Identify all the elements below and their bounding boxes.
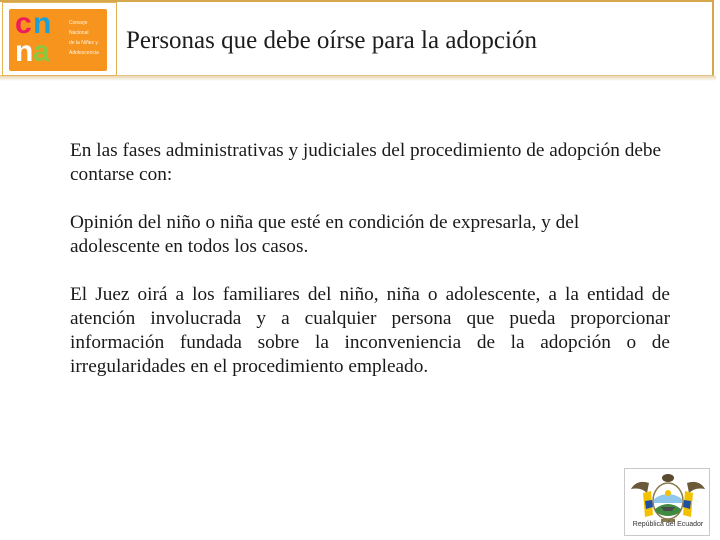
- logo-letter-n-top: n: [33, 9, 52, 40]
- cnna-logo-letters: [13, 9, 59, 71]
- cnna-logo-badge: [9, 9, 107, 71]
- paragraph-opinion: Opinión del niño o niña que esté en condición de expresarla, y del adolescente en todos los casos.: [70, 212, 580, 257]
- logo-text-line: de la Niñez y: [69, 40, 98, 46]
- ecuador-seal: [624, 468, 710, 536]
- paragraph-juez: El Juez oirá a los familiares del niño, niña o adolescente, a la entidad de atención involucrada y a cualquier persona que pueda proporcionar información fundada sobre la inconveniencia de la adopción o de irregularidades en el procedimiento empleado.: [70, 284, 670, 377]
- logo-text-line: Consejo: [69, 20, 88, 26]
- logo-letter-n-bottom: n: [15, 35, 34, 68]
- seal-caption: República del Ecuador: [632, 521, 704, 528]
- logo-text-line: Nacional: [69, 30, 89, 36]
- paragraph-fases: En las fases administrativas y judiciales del procedimiento de adopción debe contarse con:: [70, 140, 662, 185]
- header-shadow: [0, 76, 716, 81]
- page-title: Personas que debe oírse para la adopción: [126, 27, 537, 54]
- cnna-logo: [2, 2, 117, 76]
- slide-body: [70, 139, 670, 403]
- logo-letter-c: c: [15, 9, 32, 40]
- logo-letter-a: a: [33, 35, 50, 68]
- ecuador-coat-of-arms-icon: [625, 469, 711, 527]
- logo-org-name: [69, 18, 105, 58]
- logo-text-line: Adolescencia: [69, 50, 99, 56]
